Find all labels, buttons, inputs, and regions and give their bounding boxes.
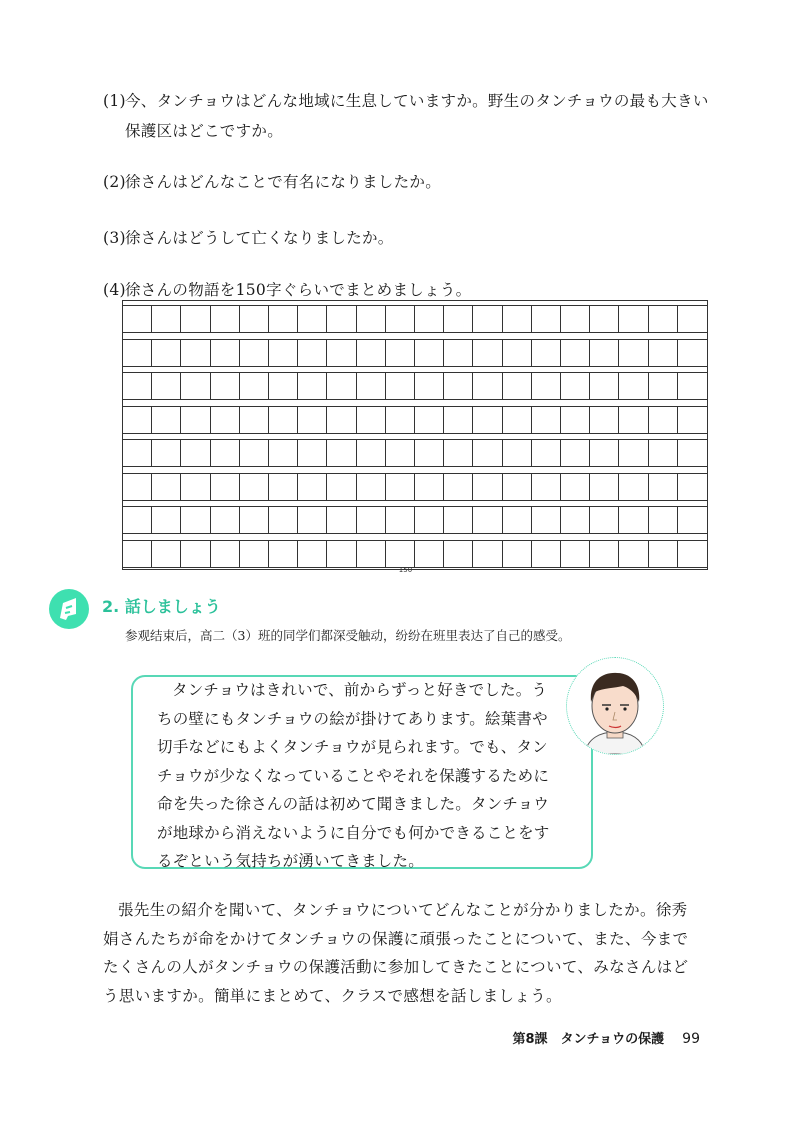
grid-row [123, 439, 707, 467]
speech-line: タンチョウはきれいで、前からずっと好きでした。う [172, 681, 548, 699]
grid-cell[interactable] [590, 340, 619, 366]
grid-cell[interactable] [503, 373, 532, 399]
grid-cell[interactable] [561, 440, 590, 466]
grid-cell[interactable] [211, 373, 240, 399]
grid-cell[interactable] [181, 340, 210, 366]
grid-cell[interactable] [386, 507, 415, 533]
grid-cell[interactable] [123, 474, 152, 500]
grid-cell[interactable] [123, 440, 152, 466]
speech-line: 命を失った徐さんの話は初めて聞きました。タンチョウ [157, 795, 550, 813]
grid-cell[interactable] [649, 373, 678, 399]
grid-cell[interactable] [211, 340, 240, 366]
grid-cell[interactable] [357, 306, 386, 332]
grid-cell[interactable] [678, 440, 707, 466]
grid-cell[interactable] [181, 474, 210, 500]
grid-cell[interactable] [240, 306, 269, 332]
student-avatar [566, 657, 664, 755]
grid-cell[interactable] [532, 340, 561, 366]
grid-cell[interactable] [444, 373, 473, 399]
grid-cell[interactable] [415, 340, 444, 366]
grid-cell[interactable] [561, 340, 590, 366]
grid-cell[interactable] [561, 373, 590, 399]
grid-cell[interactable] [590, 474, 619, 500]
speech-line: るぞという気持ちが湧いてきました。 [157, 852, 424, 870]
grid-cell[interactable] [561, 474, 590, 500]
grid-cell[interactable] [240, 407, 269, 433]
section-intro: 参观结束后，高二（3）班的同学们都深受触动，纷纷在班里表达了自己的感受。 [125, 628, 571, 643]
grid-cell[interactable] [152, 306, 181, 332]
grid-cell[interactable] [503, 541, 532, 567]
question-2 [103, 167, 441, 197]
grid-cell[interactable] [473, 373, 502, 399]
grid-cell[interactable] [619, 373, 648, 399]
grid-cell[interactable] [678, 507, 707, 533]
grid-cell[interactable] [444, 507, 473, 533]
grid-row [123, 372, 707, 400]
grid-cell[interactable] [649, 507, 678, 533]
grid-cell[interactable] [590, 407, 619, 433]
grid-cell[interactable] [269, 474, 298, 500]
grid-cell[interactable] [590, 440, 619, 466]
grid-cell[interactable] [211, 474, 240, 500]
grid-cell[interactable] [327, 541, 356, 567]
grid-cell[interactable] [298, 440, 327, 466]
speech-line: チョウが少なくなっていることやそれを保護するために [157, 766, 550, 785]
grid-cell[interactable] [327, 306, 356, 332]
question-1 [103, 86, 709, 146]
grid-row [123, 339, 707, 367]
grid-cell[interactable] [181, 440, 210, 466]
char-count-mark: 150 [398, 565, 413, 574]
grid-cell[interactable] [678, 541, 707, 567]
grid-cell[interactable] [561, 407, 590, 433]
grid-cell[interactable] [532, 474, 561, 500]
paragraph-line: う思いますか。簡単にまとめて、クラスで感想を話しましょう。 [103, 986, 562, 1005]
grid-cell[interactable] [532, 541, 561, 567]
grid-cell[interactable] [298, 407, 327, 433]
grid-cell[interactable] [649, 440, 678, 466]
grid-cell[interactable] [298, 474, 327, 500]
grid-row [123, 540, 707, 568]
grid-cell[interactable] [386, 373, 415, 399]
question-number: (3) [103, 229, 126, 247]
grid-cell[interactable] [298, 373, 327, 399]
grid-cell[interactable] [357, 340, 386, 366]
grid-cell[interactable] [327, 440, 356, 466]
question-number: (4) [103, 281, 126, 299]
grid-cell[interactable] [473, 474, 502, 500]
grid-cell[interactable] [619, 407, 648, 433]
page-number: 99 [682, 1031, 700, 1047]
grid-cell[interactable] [532, 407, 561, 433]
grid-cell[interactable] [298, 541, 327, 567]
grid-cell[interactable] [503, 340, 532, 366]
section-title: 2. 話しましょう [102, 597, 221, 616]
grid-cell[interactable] [211, 507, 240, 533]
grid-cell[interactable] [444, 440, 473, 466]
grid-cell[interactable] [649, 407, 678, 433]
question-text: 今、タンチョウはどんな地域に生息していますか。野生のタンチョウの最も大きい [125, 92, 709, 110]
question-number: (2) [103, 173, 126, 191]
grid-cell[interactable] [444, 340, 473, 366]
grid-cell[interactable] [357, 474, 386, 500]
grid-cell[interactable] [532, 507, 561, 533]
grid-row [123, 506, 707, 534]
grid-cell[interactable] [181, 541, 210, 567]
grid-cell[interactable] [240, 373, 269, 399]
grid-cell[interactable] [561, 507, 590, 533]
grid-cell[interactable] [473, 306, 502, 332]
paragraph-line: 張先生の紹介を聞いて、タンチョウについてどんなことが分かりましたか。徐秀 [118, 901, 688, 919]
grid-cell[interactable] [357, 541, 386, 567]
paragraph-line: 娟さんたちが命をかけてタンチョウの保護に頑張ったことについて、また、今まで [103, 929, 689, 948]
speech-section-icon [48, 588, 90, 630]
grid-cell[interactable] [181, 306, 210, 332]
grid-cell[interactable] [123, 306, 152, 332]
grid-cell[interactable] [181, 373, 210, 399]
grid-cell[interactable] [503, 474, 532, 500]
grid-cell[interactable] [415, 474, 444, 500]
page-footer [513, 1028, 700, 1047]
grid-cell[interactable] [152, 340, 181, 366]
grid-cell[interactable] [240, 440, 269, 466]
grid-cell[interactable] [269, 373, 298, 399]
grid-cell[interactable] [678, 373, 707, 399]
grid-row [123, 305, 707, 333]
grid-cell[interactable] [561, 541, 590, 567]
grid-cell[interactable] [152, 373, 181, 399]
grid-cell[interactable] [211, 306, 240, 332]
grid-cell[interactable] [298, 340, 327, 366]
grid-cell[interactable] [590, 541, 619, 567]
student-face-icon [567, 658, 663, 754]
grid-cell[interactable] [678, 306, 707, 332]
grid-cell[interactable] [240, 507, 269, 533]
grid-cell[interactable] [503, 306, 532, 332]
grid-cell[interactable] [181, 507, 210, 533]
grid-cell[interactable] [503, 440, 532, 466]
grid-cell[interactable] [269, 340, 298, 366]
speech-line: 切手などにもよくタンチョウが見られます。でも、タン [157, 738, 548, 756]
grid-cell[interactable] [561, 306, 590, 332]
grid-cell[interactable] [415, 306, 444, 332]
grid-cell[interactable] [240, 541, 269, 567]
speech-line: が地球から消えないように自分でも何かできることをす [157, 823, 550, 842]
grid-cell[interactable] [619, 306, 648, 332]
grid-cell[interactable] [386, 440, 415, 466]
grid-cell[interactable] [415, 440, 444, 466]
grid-cell[interactable] [473, 407, 502, 433]
question-number: (1) [103, 92, 126, 110]
grid-cell[interactable] [415, 407, 444, 433]
grid-cell[interactable] [386, 306, 415, 332]
grid-cell[interactable] [503, 507, 532, 533]
grid-cell[interactable] [357, 507, 386, 533]
question-text: 徐さんはどんなことで有名になりましたか。 [125, 173, 442, 191]
grid-cell[interactable] [357, 373, 386, 399]
grid-cell[interactable] [678, 340, 707, 366]
grid-cell[interactable] [327, 340, 356, 366]
grid-cell[interactable] [619, 541, 648, 567]
grid-row [123, 473, 707, 501]
grid-cell[interactable] [181, 407, 210, 433]
grid-cell[interactable] [152, 440, 181, 466]
grid-cell[interactable] [649, 340, 678, 366]
paragraph-line: たくさんの人がタンチョウの保護活動に参加してきたことについて、みなさんはど [103, 958, 689, 976]
lesson-title: 第8課 タンチョウの保護 [512, 1032, 665, 1047]
grid-cell[interactable] [473, 541, 502, 567]
grid-cell[interactable] [269, 541, 298, 567]
grid-cell[interactable] [415, 507, 444, 533]
grid-cell[interactable] [327, 474, 356, 500]
grid-cell[interactable] [386, 407, 415, 433]
grid-cell[interactable] [123, 373, 152, 399]
grid-cell[interactable] [619, 474, 648, 500]
grid-row [123, 406, 707, 434]
grid-cell[interactable] [357, 440, 386, 466]
grid-cell[interactable] [678, 474, 707, 500]
grid-cell[interactable] [444, 407, 473, 433]
grid-cell[interactable] [503, 407, 532, 433]
question-text: 徐さんの物語を150字ぐらいでまとめましょう。 [125, 281, 472, 299]
grid-cell[interactable] [649, 306, 678, 332]
grid-cell[interactable] [444, 306, 473, 332]
grid-cell[interactable] [123, 541, 152, 567]
grid-cell[interactable] [152, 541, 181, 567]
grid-cell[interactable] [473, 340, 502, 366]
grid-cell[interactable] [590, 507, 619, 533]
grid-cell[interactable] [269, 407, 298, 433]
grid-cell[interactable] [386, 340, 415, 366]
grid-cell[interactable] [357, 407, 386, 433]
speech-line: ちの壁にもタンチョウの絵が掛けてあります。絵葉書や [157, 709, 548, 728]
grid-cell[interactable] [619, 340, 648, 366]
grid-cell[interactable] [269, 507, 298, 533]
grid-cell[interactable] [590, 373, 619, 399]
grid-cell[interactable] [240, 340, 269, 366]
grid-cell[interactable] [590, 306, 619, 332]
grid-cell[interactable] [211, 407, 240, 433]
grid-cell[interactable] [152, 507, 181, 533]
grid-cell[interactable] [415, 541, 444, 567]
grid-cell[interactable] [152, 474, 181, 500]
question-text-continued: 保護区はどこですか。 [125, 122, 284, 140]
grid-cell[interactable] [152, 407, 181, 433]
grid-cell[interactable] [211, 440, 240, 466]
grid-cell[interactable] [473, 507, 502, 533]
grid-cell[interactable] [123, 340, 152, 366]
grid-cell[interactable] [473, 440, 502, 466]
question-text: 徐さんはどうして亡くなりましたか。 [125, 229, 394, 247]
manuscript-grid[interactable] [122, 300, 708, 574]
grid-cell[interactable] [619, 440, 648, 466]
grid-cell[interactable] [649, 541, 678, 567]
grid-cell[interactable] [415, 373, 444, 399]
grid-cell[interactable] [123, 507, 152, 533]
grid-cell[interactable] [444, 541, 473, 567]
grid-cell[interactable] [678, 407, 707, 433]
grid-cell[interactable] [298, 507, 327, 533]
grid-cell[interactable] [211, 541, 240, 567]
grid-cell[interactable] [532, 373, 561, 399]
grid-cell[interactable] [386, 474, 415, 500]
grid-cell[interactable] [269, 306, 298, 332]
grid-cell[interactable] [327, 407, 356, 433]
grid-cell[interactable] [532, 306, 561, 332]
grid-cell[interactable] [649, 474, 678, 500]
grid-cell[interactable] [123, 407, 152, 433]
grid-cell[interactable] [532, 440, 561, 466]
question-3 [103, 223, 394, 253]
grid-cell[interactable] [444, 474, 473, 500]
grid-cell[interactable] [240, 474, 269, 500]
grid-cell[interactable] [619, 507, 648, 533]
grid-cell[interactable] [269, 440, 298, 466]
grid-cell[interactable] [298, 306, 327, 332]
grid-cell[interactable] [386, 541, 415, 567]
grid-cell[interactable] [327, 507, 356, 533]
grid-cell[interactable] [327, 373, 356, 399]
